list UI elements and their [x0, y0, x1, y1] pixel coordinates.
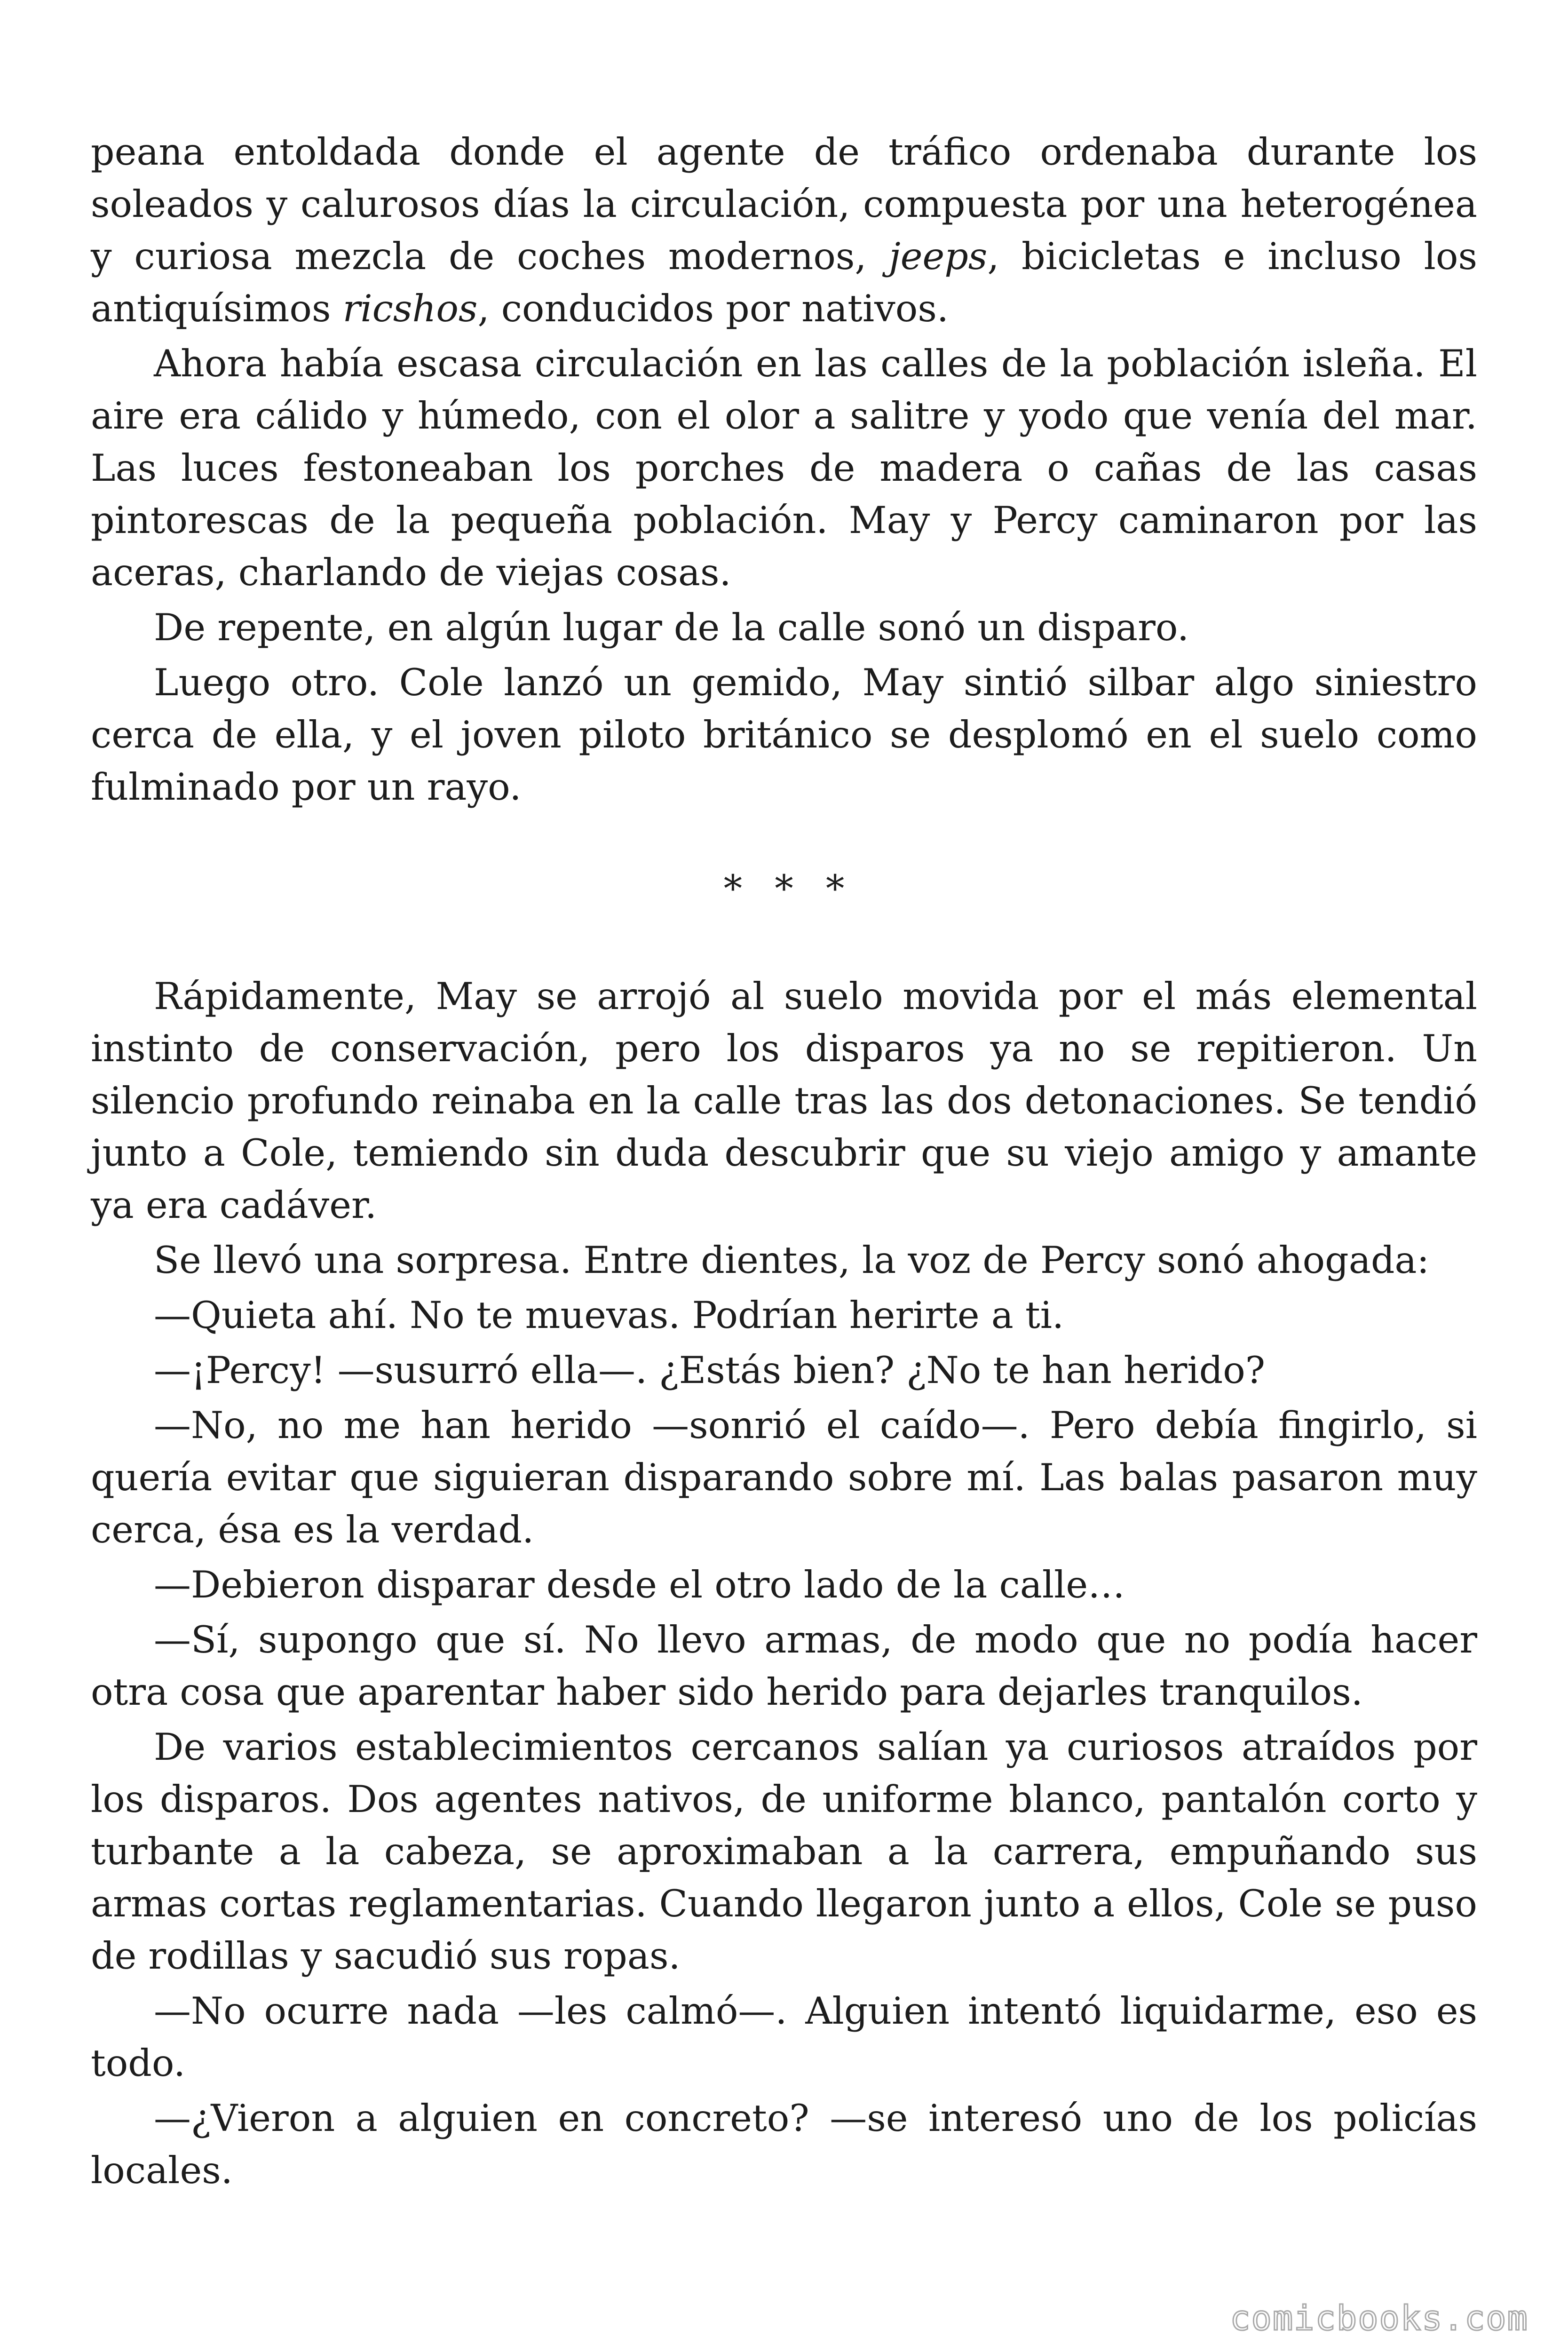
text-run: —Sí, supongo que sí. No llevo armas, de modo que no podía hacer otra cosa que aparentar haber sido herido para dejarles tranquilos. — [91, 1618, 1477, 1714]
watermark: comicbooks.com — [1230, 2298, 1528, 2338]
text-run: —Debieron disparar desde el otro lado de la calle… — [154, 1563, 1125, 1606]
paragraph — [91, 970, 1477, 1232]
text-run: —No ocurre nada —les calmó—. Alguien intentó liquidarme, eso es todo. — [91, 1989, 1477, 2085]
paragraph — [91, 1614, 1477, 1718]
page-body — [91, 126, 1477, 2200]
paragraph — [91, 126, 1477, 335]
text-run: Se llevó una sorpresa. Entre dientes, la voz de Percy sonó ahogada: — [154, 1239, 1430, 1282]
text-run: peana entoldada donde el agente de tráfico ordenaba durante los soleados y calurosos días la circulación, compuesta por una heterogénea y curiosa mezcla de coches modernos, — [91, 130, 1477, 278]
text-run: Rápidamente, May se arrojó al suelo movida por el más elemental instinto de conservación, pero los disparos ya no se repitieron. Un silencio profundo reinaba en la calle tras las dos detonaciones. Se tendió junto a Cole, temiendo sin duda descubrir que su viejo amigo y amante ya era cadáver. — [91, 975, 1477, 1227]
paragraph — [91, 338, 1477, 599]
text-run: , conducidos por nativos. — [477, 287, 949, 330]
italic-text: jeeps — [889, 235, 988, 278]
paragraph — [91, 1559, 1477, 1611]
scene-break — [91, 863, 1477, 915]
text-run: * * * — [723, 867, 855, 910]
paragraph — [91, 2092, 1477, 2197]
text-run: —¿Vieron a alguien en concreto? —se interesó uno de los policías locales. — [91, 2097, 1477, 2192]
paragraph — [91, 1344, 1477, 1397]
text-run: De repente, en algún lugar de la calle sonó un disparo. — [154, 606, 1189, 649]
paragraph — [91, 602, 1477, 654]
paragraph — [91, 1234, 1477, 1287]
text-run: , bicicletas e incluso los antiquísimos — [91, 235, 1477, 330]
text-run: Ahora había escasa circulación en las calles de la población isleña. El aire era cálido y húmedo, con el olor a salitre y yodo que venía del mar. Las luces festoneaban los porches de madera o cañas de las casas pintorescas de la pequeña población. May y Percy caminaron por las aceras, charlando de viejas cosas. — [91, 342, 1477, 594]
text-run: —Quieta ahí. No te muevas. Podrían herirte a ti. — [154, 1294, 1064, 1337]
italic-text: ricshos — [342, 287, 478, 330]
text-run: —No, no me han herido —sonrió el caído—. Pero debía fingirlo, si quería evitar que siguieran disparando sobre mí. Las balas pasaron muy cerca, ésa es la verdad. — [91, 1404, 1477, 1551]
paragraph — [91, 1985, 1477, 2090]
paragraph — [91, 1289, 1477, 1342]
text-run: De varios establecimientos cercanos salían ya curiosos atraídos por los disparos. Dos agentes nativos, de uniforme blanco, pantalón corto y turbante a la cabeza, se aproximaban a la carrera, empuñando sus armas cortas reglamentarias. Cuando llegaron junto a ellos, Cole se puso de rodillas y sacudió sus ropas. — [91, 1725, 1477, 1978]
paragraph — [91, 657, 1477, 813]
paragraph — [91, 1721, 1477, 1982]
paragraph — [91, 1399, 1477, 1556]
text-run: —¡Percy! —susurró ella—. ¿Estás bien? ¿No te han herido? — [154, 1349, 1266, 1392]
text-run: Luego otro. Cole lanzó un gemido, May sintió silbar algo siniestro cerca de ella, y el joven piloto británico se desplomó en el suelo como fulminado por un rayo. — [91, 661, 1477, 809]
